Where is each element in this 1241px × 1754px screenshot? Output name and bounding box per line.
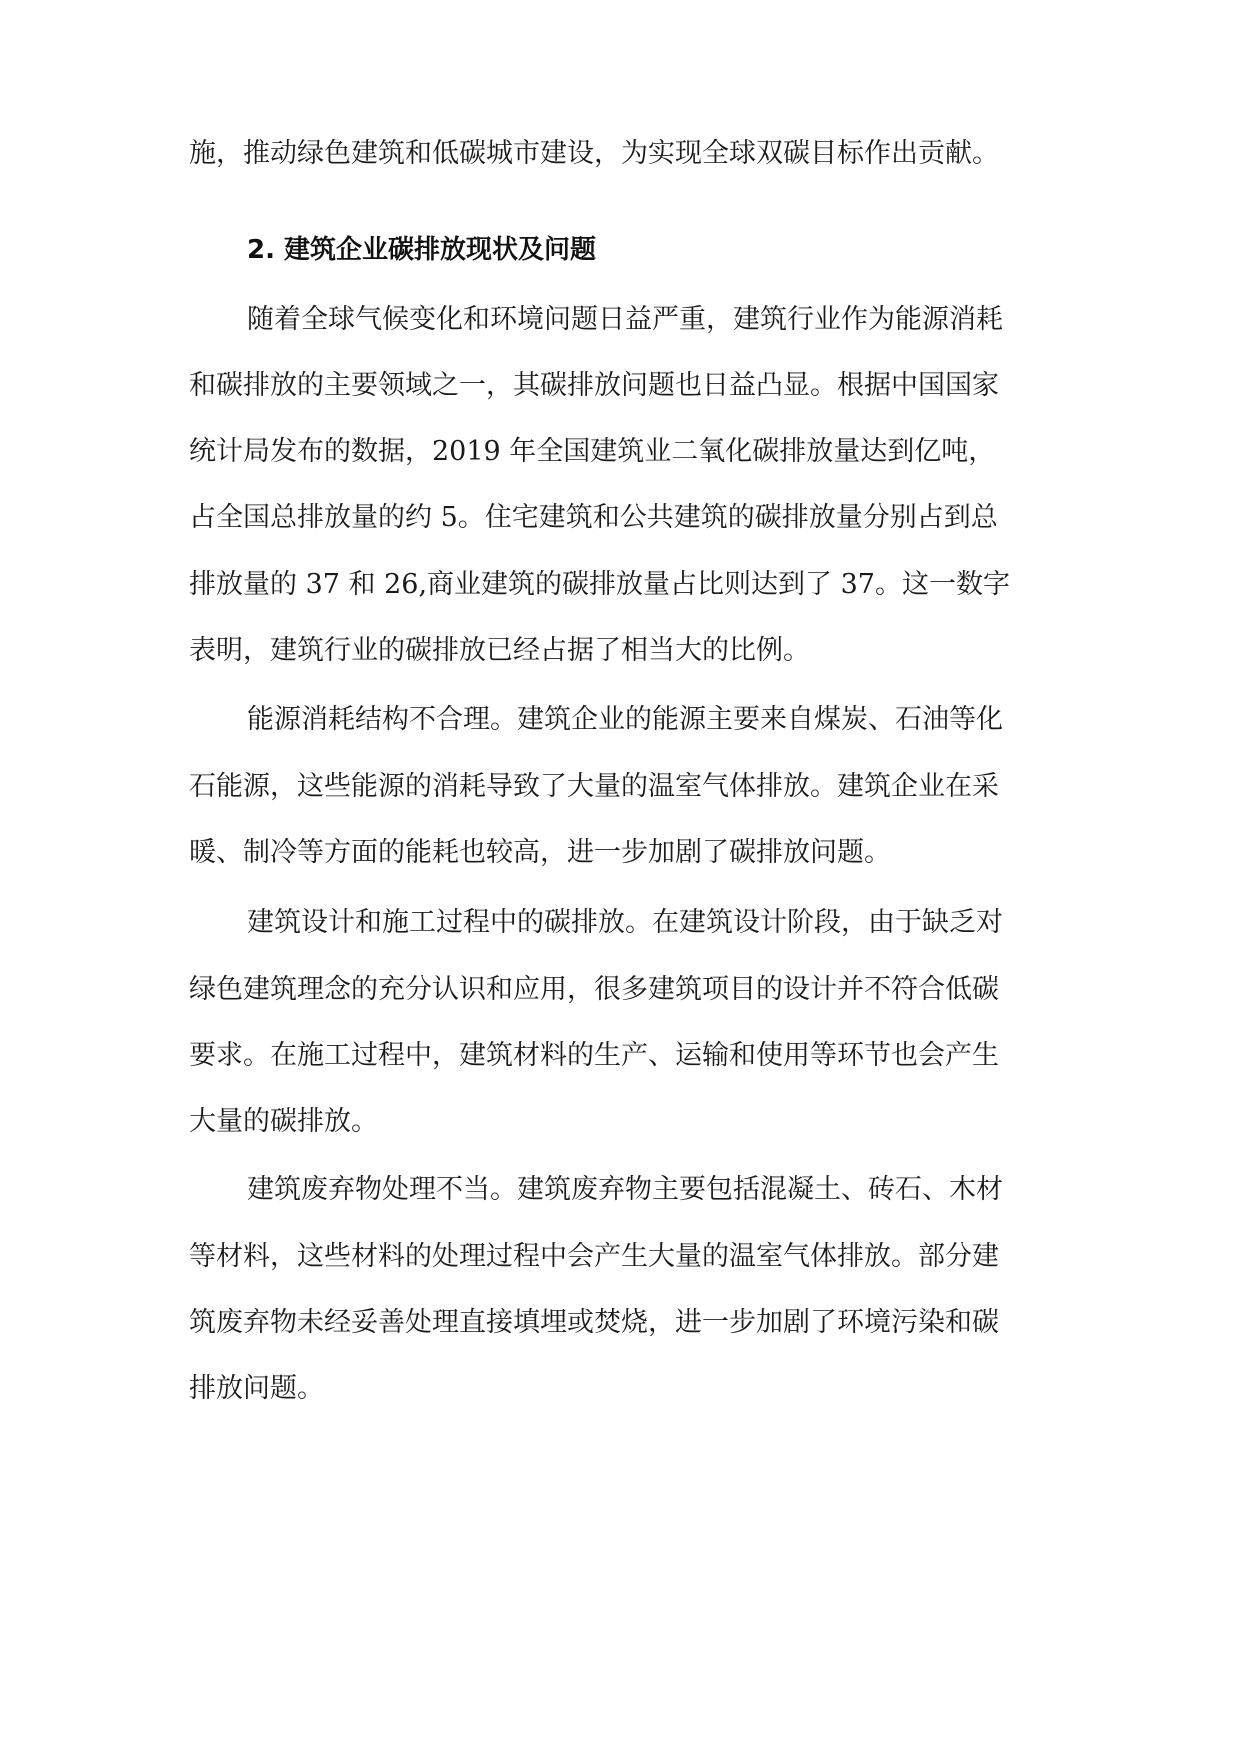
paragraph-3-line-3: 要求。在施工过程中，建筑材料的生产、运输和使用等环节也会产生 xyxy=(189,1040,999,1071)
intro-line: 施，推动绿色建筑和低碳城市建设，为实现全球双碳目标作出贡献。 xyxy=(189,138,999,169)
paragraph-1-line-6: 表明，建筑行业的碳排放已经占据了相当大的比例。 xyxy=(189,635,810,666)
paragraph-2-line-3: 暖、制冷等方面的能耗也较高，进一步加剧了碳排放问题。 xyxy=(189,837,891,868)
paragraph-3-line-2: 绿色建筑理念的充分认识和应用，很多建筑项目的设计并不符合低碳 xyxy=(189,974,999,1005)
paragraph-2-line-1: 能源消耗结构不合理。建筑企业的能源主要来自煤炭、石油等化 xyxy=(247,704,1003,735)
paragraph-4-line-4: 排放问题。 xyxy=(189,1373,324,1404)
paragraph-1-line-1: 随着全球气候变化和环境问题日益严重，建筑行业作为能源消耗 xyxy=(247,304,1003,335)
paragraph-1-line-2: 和碳排放的主要领域之一，其碳排放问题也日益凸显。根据中国国家 xyxy=(189,370,999,401)
paragraph-1-line-3: 统计局发布的数据，2019 年全国建筑业二氧化碳排放量达到亿吨， xyxy=(189,436,996,467)
paragraph-4-line-1: 建筑废弃物处理不当。建筑废弃物主要包括混凝土、砖石、木材 xyxy=(247,1174,1003,1205)
paragraph-4-line-2: 等材料，这些材料的处理过程中会产生大量的温室气体排放。部分建 xyxy=(189,1241,999,1272)
paragraph-3-line-4: 大量的碳排放。 xyxy=(189,1106,378,1137)
paragraph-1-line-4: 占全国总排放量的约 5。住宅建筑和公共建筑的碳排放量分别占到总 xyxy=(189,502,998,533)
paragraph-4-line-3: 筑废弃物未经妥善处理直接填埋或焚烧，进一步加剧了环境污染和碳 xyxy=(189,1307,999,1338)
section-heading: 2. 建筑企业碳排放现状及问题 xyxy=(247,235,597,265)
paragraph-1-line-5: 排放量的 37 和 26,商业建筑的碳排放量占比则达到了 37。这一数字 xyxy=(189,569,1010,600)
paragraph-3-line-1: 建筑设计和施工过程中的碳排放。在建筑设计阶段，由于缺乏对 xyxy=(247,907,1003,938)
paragraph-2-line-2: 石能源，这些能源的消耗导致了大量的温室气体排放。建筑企业在采 xyxy=(189,771,999,802)
